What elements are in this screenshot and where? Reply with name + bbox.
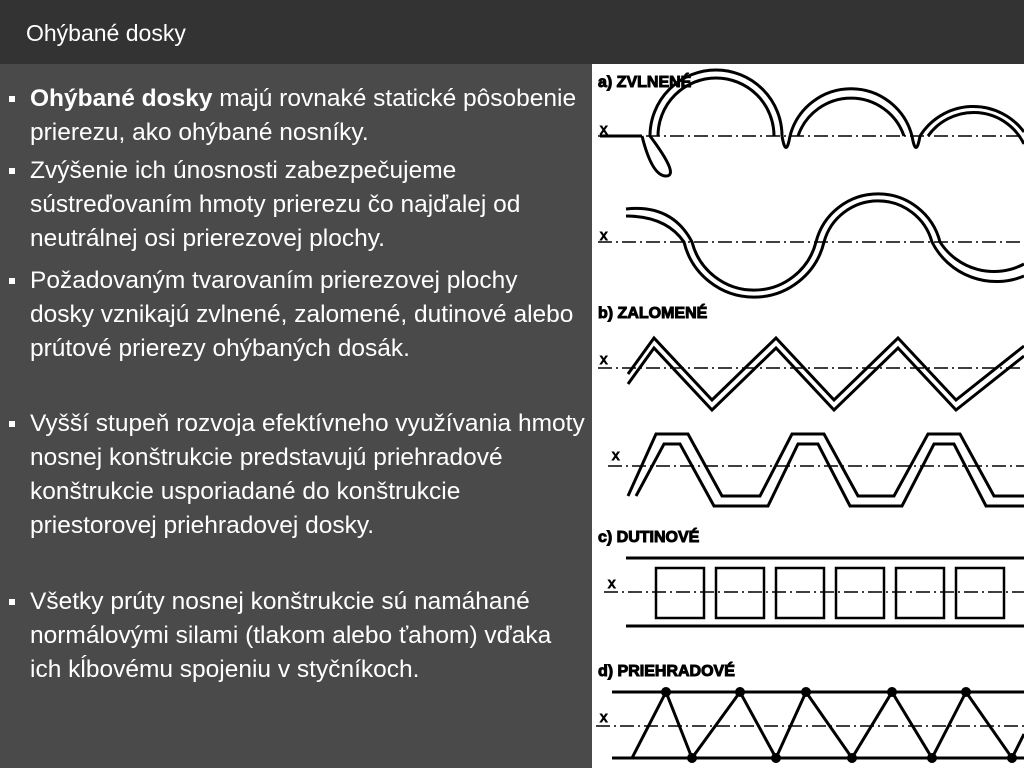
slide-title: Ohýbané dosky [26,20,186,46]
truss-node [927,753,937,763]
axis-x-label: x [600,709,608,726]
hollow-cell [896,568,944,618]
hollow-cell [956,568,1004,618]
label-hollow: c) DUTINOVÉ [598,529,700,546]
bullet-text: Všetky prúty nosnej konštrukcie sú namáhané normálovými silami (tlakom alebo ťahom) vďaka ich kĺbovému spojeniu v styčníkoch. [30,588,552,683]
folded-shape-1-inner [628,348,1024,410]
axis-x-label: x [608,575,616,592]
bullet-item [30,585,585,687]
truss-node [1007,753,1017,763]
folded-shape-2-inner [636,444,1024,506]
truss-node [847,753,857,763]
axis-x-label: x [600,227,608,244]
truss-node [735,687,745,697]
corrugated-shape-2-inner [626,201,1024,297]
truss-node [801,687,811,697]
truss-node [771,753,781,763]
bullet-item [30,154,585,256]
truss-diagonals [632,692,1024,758]
bullet-bold-term: Ohýbané dosky [30,85,213,112]
label-folded: b) ZALOMENÉ [598,305,708,322]
bullet-square-icon [9,421,15,427]
title-bar [0,0,1024,64]
truss-node [887,687,897,697]
bullet-text: majú rovnaké statické pôsobenie prierezu, ako ohýbané nosníky. [30,85,577,146]
corrugated-trough [642,136,920,176]
bullet-text: Zvýšenie ich únosnosti zabezpečujeme sústreďovaním hmoty prierezu čo najďalej od neutrálnej osi prierezovej plochy. [30,157,521,252]
bullet-square-icon [9,278,15,284]
bullet-item [30,407,585,543]
truss-node [661,687,671,697]
hollow-cell [716,568,764,618]
cross-section-figure [592,64,1024,768]
bullet-item [30,264,585,366]
label-corrugated: a) ZVLNENÉ [598,74,692,91]
axis-x-label: x [612,447,620,464]
axis-x-label: x [600,351,608,368]
bullet-square-icon [9,96,15,102]
hollow-cell [776,568,824,618]
truss-node [961,687,971,697]
label-truss: d) PRIEHRADOVÉ [598,663,735,680]
hollow-cell [656,568,704,618]
truss-node [687,753,697,763]
folded-shape-1 [628,338,1024,400]
bullet-list [0,64,590,768]
hollow-cell [836,568,884,618]
corrugated-shape-1-inner [658,78,1024,144]
bullet-square-icon [9,599,15,605]
bullet-text: Vyšší stupeň rozvoja efektívneho využívania hmoty nosnej konštrukcie predstavujú priehradové konštrukcie usporiadané do konštrukcie priestorovej priehradovej dosky. [30,410,585,539]
bullet-square-icon [9,168,15,174]
axis-x-label: x [600,121,608,138]
bullet-text: Požadovaným tvarovaním prierezovej plochy dosky vznikajú zvlnené, zalomené, dutinové alebo prútové prierezy ohýbaných dosák. [30,267,574,362]
bullet-item [30,82,585,150]
cross-section-diagram [592,64,1024,768]
